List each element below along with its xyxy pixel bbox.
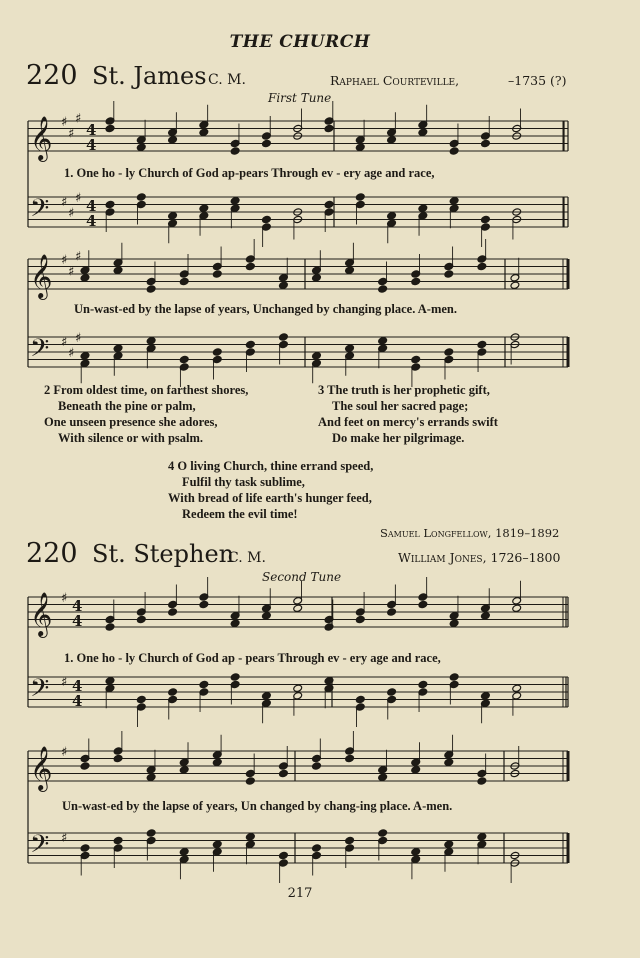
note-head xyxy=(105,124,115,132)
note-head xyxy=(113,836,123,844)
note-head xyxy=(355,143,365,151)
time-signature-top: 4 xyxy=(86,121,97,139)
note-head xyxy=(105,623,115,631)
note-head xyxy=(80,762,90,770)
note-head xyxy=(245,777,255,785)
note-head xyxy=(418,680,428,688)
note-head xyxy=(324,200,334,208)
note-head xyxy=(146,829,156,837)
sharp-icon: ♯ xyxy=(61,334,68,350)
treble-clef-icon: 𝄞 xyxy=(30,116,53,160)
author: Samuel Longfellow, 1819–1892 xyxy=(380,526,560,540)
note-head xyxy=(245,262,255,270)
note-head xyxy=(477,340,487,348)
note-head xyxy=(378,829,388,837)
sharp-icon: ♯ xyxy=(61,674,68,690)
note-head xyxy=(324,124,334,132)
sharp-icon: ♯ xyxy=(61,115,68,130)
note-head xyxy=(80,844,90,852)
lyric-line: 1. One ho - ly Church of God ap - pears Through ev - ery age and race, xyxy=(64,651,441,665)
note-head xyxy=(449,147,459,155)
note-head xyxy=(199,600,209,608)
composer-date: –1735 (?) xyxy=(508,73,567,88)
note-head xyxy=(378,337,388,345)
note-head xyxy=(477,777,487,785)
time-signature-top: 4 xyxy=(72,677,83,695)
sharp-icon: ♯ xyxy=(61,253,68,268)
verse-line: 2 From oldest time, on farthest shores, xyxy=(44,383,249,397)
time-signature-bottom: 4 xyxy=(86,212,97,230)
note-head xyxy=(387,136,397,144)
time-signature-top: 4 xyxy=(86,197,97,215)
note-head xyxy=(312,352,322,360)
note-head xyxy=(411,766,421,774)
note-head xyxy=(481,215,491,223)
note-head xyxy=(212,758,222,766)
verse-line: And feet on mercy's errands swift xyxy=(318,415,498,429)
bass-clef-icon: 𝄢 xyxy=(30,194,50,229)
note-head xyxy=(312,844,322,852)
note-head xyxy=(146,337,156,345)
note-head xyxy=(449,619,459,627)
note-head xyxy=(312,762,322,770)
note-head xyxy=(245,833,255,841)
section-title: THE CHURCH xyxy=(229,32,371,52)
note-head xyxy=(387,608,397,616)
note-head xyxy=(387,688,397,696)
note-head xyxy=(279,769,289,777)
note-head xyxy=(230,197,240,205)
note-head xyxy=(80,352,90,360)
note-head xyxy=(449,673,459,681)
note-head xyxy=(444,270,454,278)
verse-line: Fulfil thy task sublime, xyxy=(182,475,305,489)
note-head xyxy=(449,197,459,205)
note-head xyxy=(387,212,397,220)
note-head xyxy=(179,766,189,774)
note-head xyxy=(355,193,365,201)
note-head xyxy=(199,204,209,212)
note-head xyxy=(179,848,189,856)
hymn-number: 220 xyxy=(26,60,78,91)
note-head xyxy=(512,604,522,612)
note-head xyxy=(293,604,303,612)
treble-clef-icon: 𝄞 xyxy=(30,746,53,790)
sharp-icon: ♯ xyxy=(75,111,82,127)
note-head xyxy=(230,619,240,627)
note-head xyxy=(113,754,123,762)
note-head xyxy=(411,848,421,856)
note-head xyxy=(212,270,222,278)
note-head xyxy=(245,340,255,348)
note-head xyxy=(262,692,272,700)
note-head xyxy=(113,344,123,352)
note-head xyxy=(136,143,146,151)
sharp-icon: ♯ xyxy=(68,346,75,361)
note-head xyxy=(418,128,428,136)
lyric-line: 1. One ho - ly Church of God ap-pears Through ev - ery age and race, xyxy=(64,166,435,180)
note-head xyxy=(199,128,209,136)
verse-line: The soul her sacred page; xyxy=(332,399,469,413)
note-head xyxy=(80,274,90,282)
tune-label: First Tune xyxy=(268,91,332,105)
note-head xyxy=(168,688,178,696)
note-head xyxy=(355,615,365,623)
sharp-icon: ♯ xyxy=(68,126,75,142)
lyric-line: Un-wast-ed by the lapse of years, Un changed by chang-ing place. A-men. xyxy=(62,799,453,813)
note-head xyxy=(262,612,272,620)
note-head xyxy=(345,836,355,844)
bass-clef-icon: 𝄢 xyxy=(30,830,50,865)
tune-name: St. Stephen xyxy=(92,540,235,568)
hymn-number: 220 xyxy=(26,538,78,569)
note-head xyxy=(481,139,491,147)
note-head xyxy=(481,692,491,700)
note-head xyxy=(168,136,178,144)
note-head xyxy=(179,277,189,285)
note-head xyxy=(279,281,289,289)
note-head xyxy=(444,348,454,356)
note-head xyxy=(510,281,520,289)
note-head xyxy=(136,695,146,703)
note-head xyxy=(179,355,189,363)
note-head xyxy=(136,193,146,201)
note-head xyxy=(212,348,222,356)
tune-label: Second Tune xyxy=(262,570,342,584)
note-head xyxy=(230,147,240,155)
note-head xyxy=(444,758,454,766)
sharp-icon: ♯ xyxy=(61,830,68,846)
note-head xyxy=(378,773,388,781)
verse-line: Do make her pilgrimage. xyxy=(332,431,465,445)
sharp-icon: ♯ xyxy=(75,191,82,206)
note-head xyxy=(345,266,355,274)
meter: C. M. xyxy=(208,72,246,88)
meter: C. M. xyxy=(228,550,266,566)
sharp-icon: ♯ xyxy=(75,249,82,265)
verse-line: Beneath the pine or palm, xyxy=(58,399,196,413)
note-head xyxy=(279,851,289,859)
note-head xyxy=(345,754,355,762)
sharp-icon: ♯ xyxy=(75,331,82,346)
verse-line: Redeem the evil time! xyxy=(182,507,298,521)
note-head xyxy=(146,285,156,293)
note-head xyxy=(279,333,289,341)
note-head xyxy=(136,615,146,623)
note-head xyxy=(411,277,421,285)
note-head xyxy=(168,212,178,220)
note-head xyxy=(105,200,115,208)
note-head xyxy=(418,204,428,212)
note-head xyxy=(199,680,209,688)
note-head xyxy=(230,673,240,681)
note-head xyxy=(418,600,428,608)
time-signature-bottom: 4 xyxy=(72,692,83,710)
bass-clef-icon: 𝄢 xyxy=(30,334,50,369)
sharp-icon: ♯ xyxy=(68,206,75,221)
verse-line: 4 O living Church, thine errand speed, xyxy=(168,459,374,473)
composer: William Jones, 1726–1800 xyxy=(398,550,561,565)
sharp-icon: ♯ xyxy=(68,264,75,280)
bass-clef-icon: 𝄢 xyxy=(30,674,50,709)
verse-line: With bread of life earth's hunger feed, xyxy=(168,491,372,505)
note-head xyxy=(324,623,334,631)
note-head xyxy=(411,355,421,363)
note-head xyxy=(444,840,454,848)
note-head xyxy=(146,773,156,781)
note-head xyxy=(345,344,355,352)
note-head xyxy=(105,677,115,685)
note-head xyxy=(477,262,487,270)
tune-name: St. James xyxy=(92,62,207,90)
note-head xyxy=(378,285,388,293)
treble-clef-icon: 𝄞 xyxy=(30,592,53,636)
lyric-line: Un-wast-ed by the lapse of years, Unchanged by changing place. A-men. xyxy=(74,302,458,316)
sharp-icon: ♯ xyxy=(61,591,68,606)
time-signature-bottom: 4 xyxy=(86,136,97,154)
verse-line: 3 The truth is her prophetic gift, xyxy=(318,383,490,397)
note-head xyxy=(312,274,322,282)
composer: Raphael Courteville, xyxy=(330,73,460,88)
sharp-icon: ♯ xyxy=(61,745,68,760)
verse-line: With silence or with psalm. xyxy=(58,431,204,445)
note-head xyxy=(355,695,365,703)
note-head xyxy=(262,215,272,223)
note-head xyxy=(481,612,491,620)
note-head xyxy=(262,139,272,147)
time-signature-top: 4 xyxy=(72,597,83,615)
note-head xyxy=(212,840,222,848)
note-head xyxy=(113,266,123,274)
note-head xyxy=(168,608,178,616)
sharp-icon: ♯ xyxy=(61,194,68,210)
treble-clef-icon: 𝄞 xyxy=(30,254,53,298)
time-signature-bottom: 4 xyxy=(72,612,83,630)
note-head xyxy=(512,684,522,692)
note-head xyxy=(477,833,487,841)
note-head xyxy=(293,684,303,692)
verse-line: One unseen presence she adores, xyxy=(44,415,218,429)
page-number: 217 xyxy=(287,886,313,901)
